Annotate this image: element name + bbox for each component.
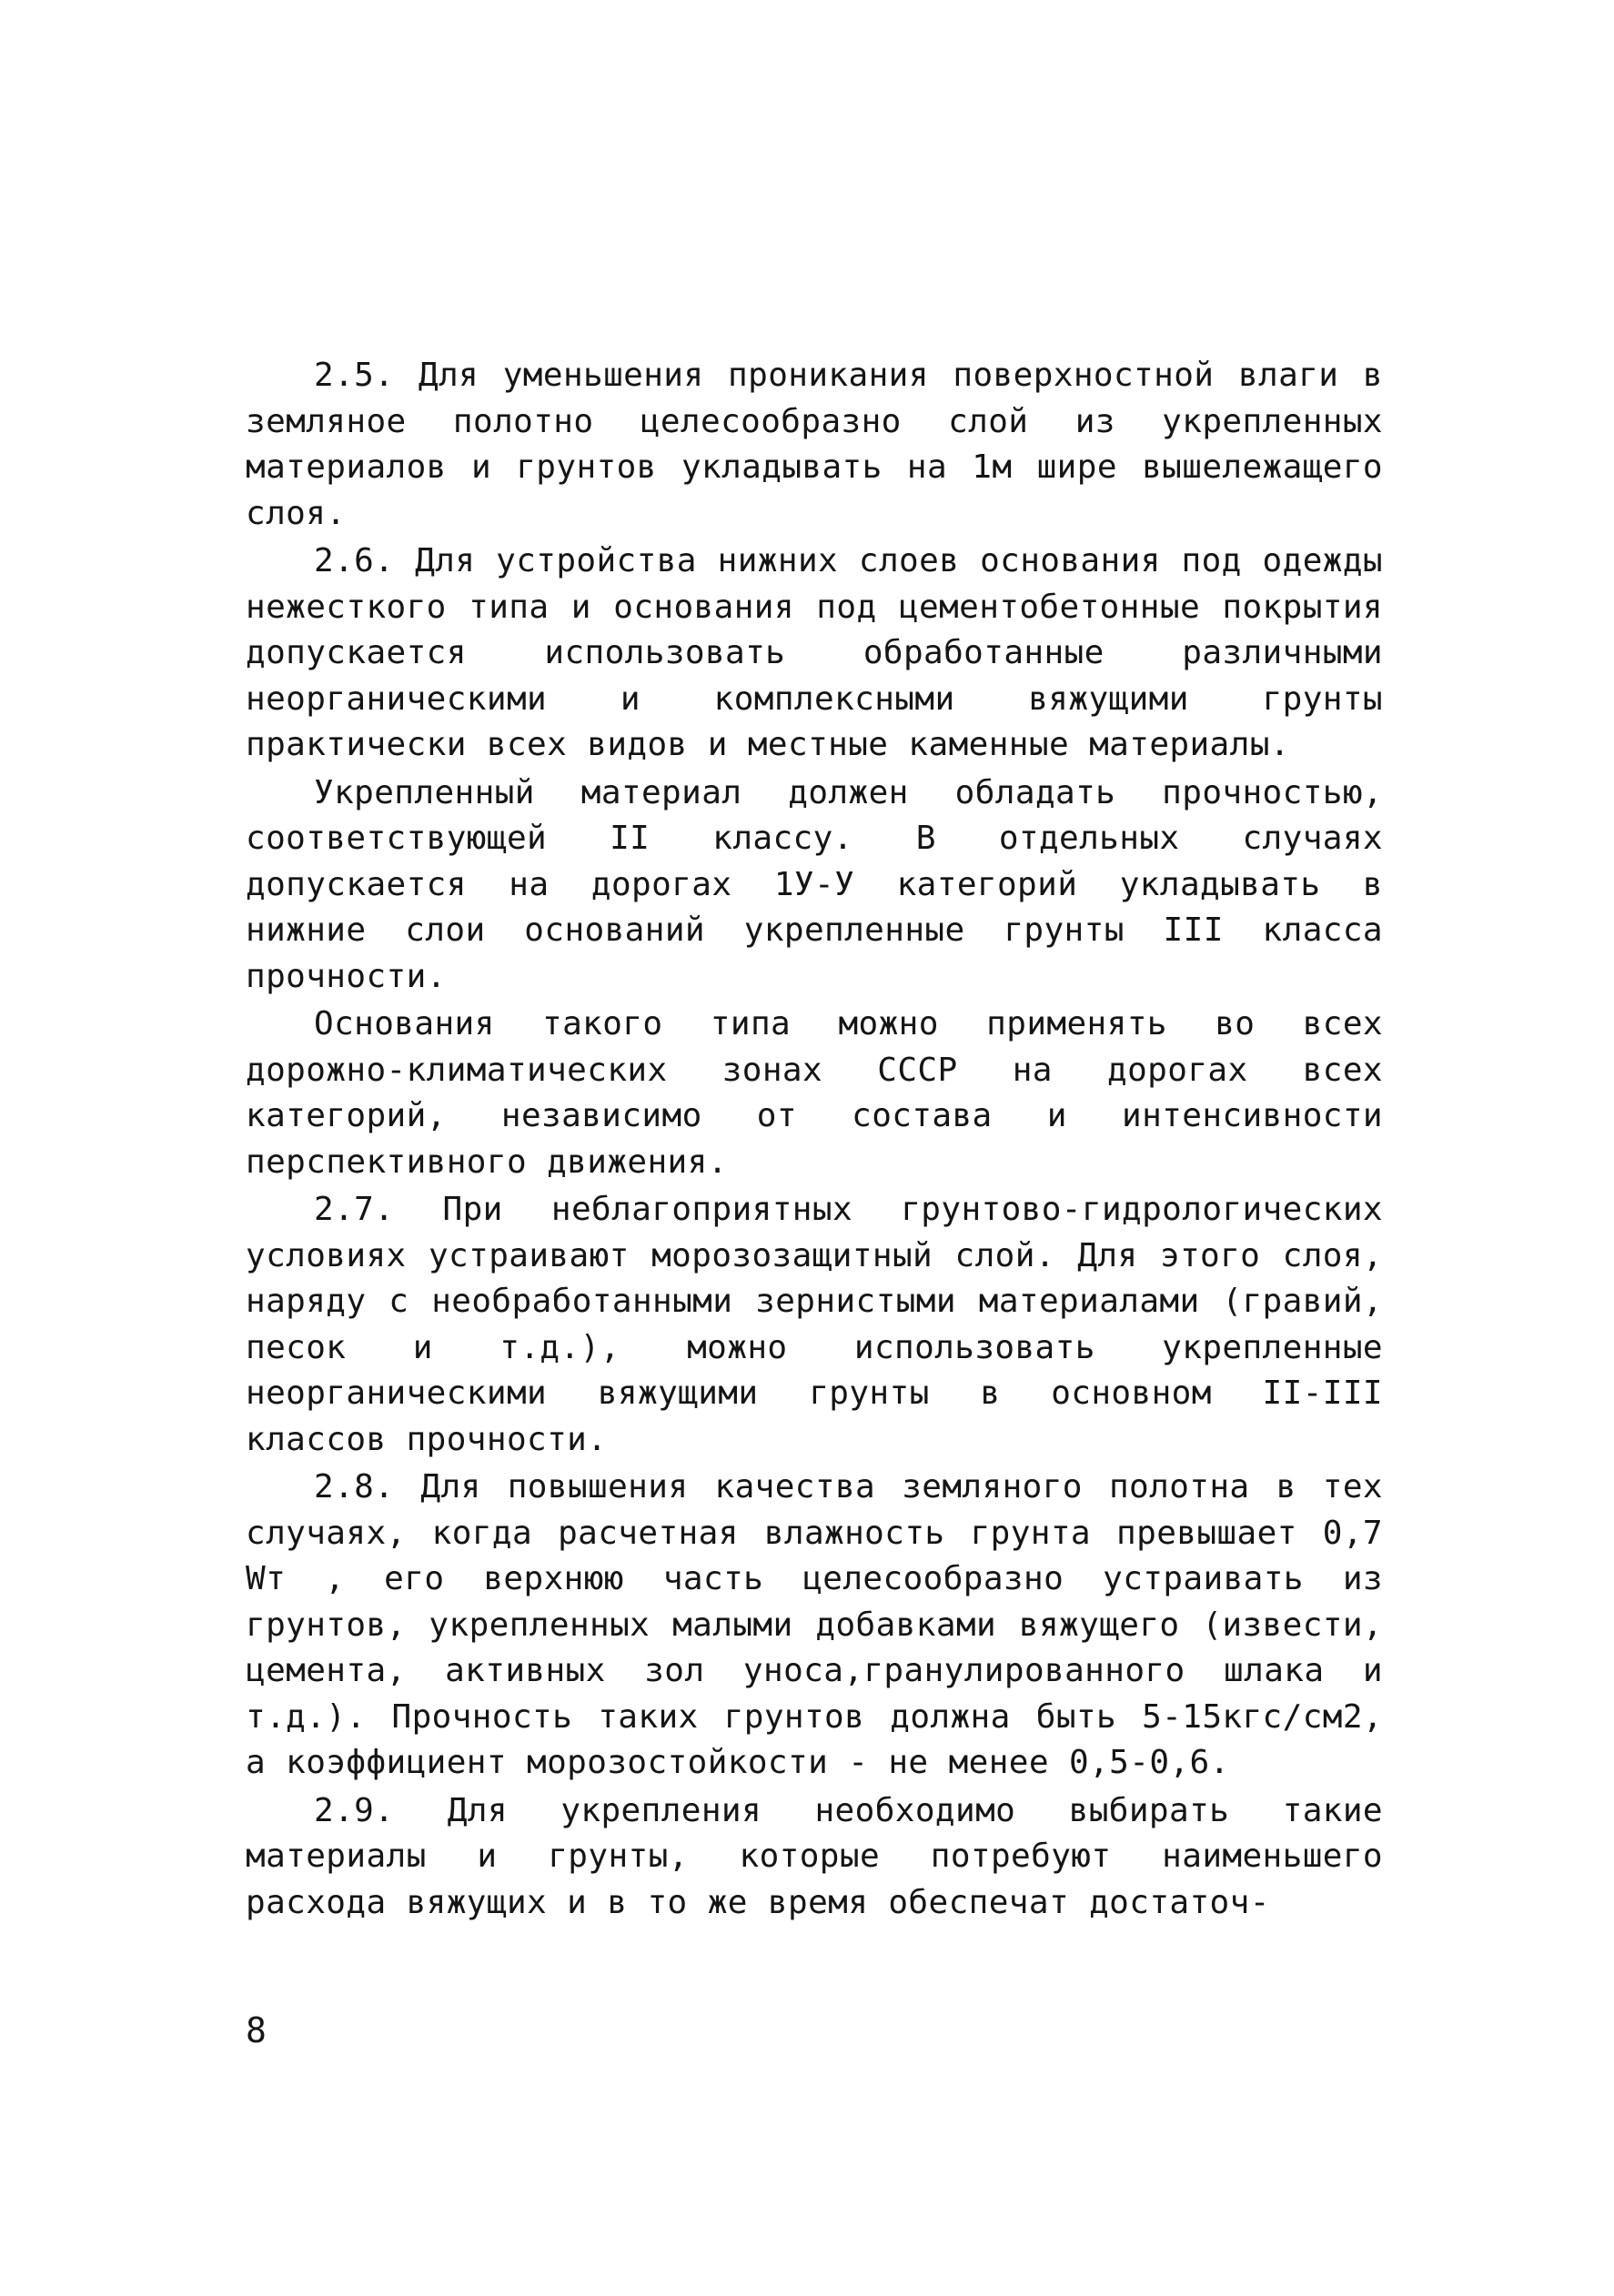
paragraph-2-8: 2.8. Для повышения качества земляного полотна в тех случаях, когда расчетная влажность грунта превышает 0,7 Wт , его верхнюю часть целесообразно устраивать из грунтов, укрепленных малыми добавками вяжущего (извести, цемента, активных зол уноса,гранулированного шлака и т.д.). Прочность таких грунтов должна быть 5-15кгс/см2, а коэффициент морозостойкости - не менее 0,5-0,6. — [246, 1468, 1383, 1781]
paragraph-2-9: 2.9. Для укрепления необходимо выбирать такие материалы и грунты, которые потребуют наименьшего расхода вяжущих и в то же время обеспечат достаточ- — [246, 1791, 1383, 1921]
page-body — [246, 353, 1383, 1926]
paragraph-2-6-strength: Укрепленный материал должен обладать прочностью, соответствующей II классу. В отдельных случаях допускается на дорогах 1У-У категорий укладывать в нижние слои оснований укрепленные грунты III класса прочности. — [246, 773, 1383, 995]
paragraph-2-5: 2.5. Для уменьшения проникания поверхностной влаги в земляное полотно целесообразно слой из укрепленных материалов и грунтов укладывать на 1м шире вышележащего слоя. — [246, 357, 1383, 532]
paragraph-2-7: 2.7. При неблагоприятных грунтово-гидрологических условиях устраивают морозозащитный слой. Для этого слоя, наряду с необработанными зернистыми материалами (гравий, песок и т.д.), можно использовать укрепленные неорганическими вяжущими грунты в основном II-III классов прочности. — [246, 1191, 1383, 1458]
page-number: 8 — [246, 2010, 267, 2050]
paragraph-2-6-zones: Основания такого типа можно применять во всех дорожно-климатических зонах СССР на дорогах всех категорий, независимо от состава и интенсивности перспективного движения. — [246, 1005, 1383, 1181]
paragraph-2-6: 2.6. Для устройства нижних слоев основания под одежды нежесткого типа и основания под цементобетонные покрытия допускается использовать обработанные различными неорганическими и комплексными вяжущими грунты практически всех видов и местные каменные материалы. — [246, 542, 1383, 763]
